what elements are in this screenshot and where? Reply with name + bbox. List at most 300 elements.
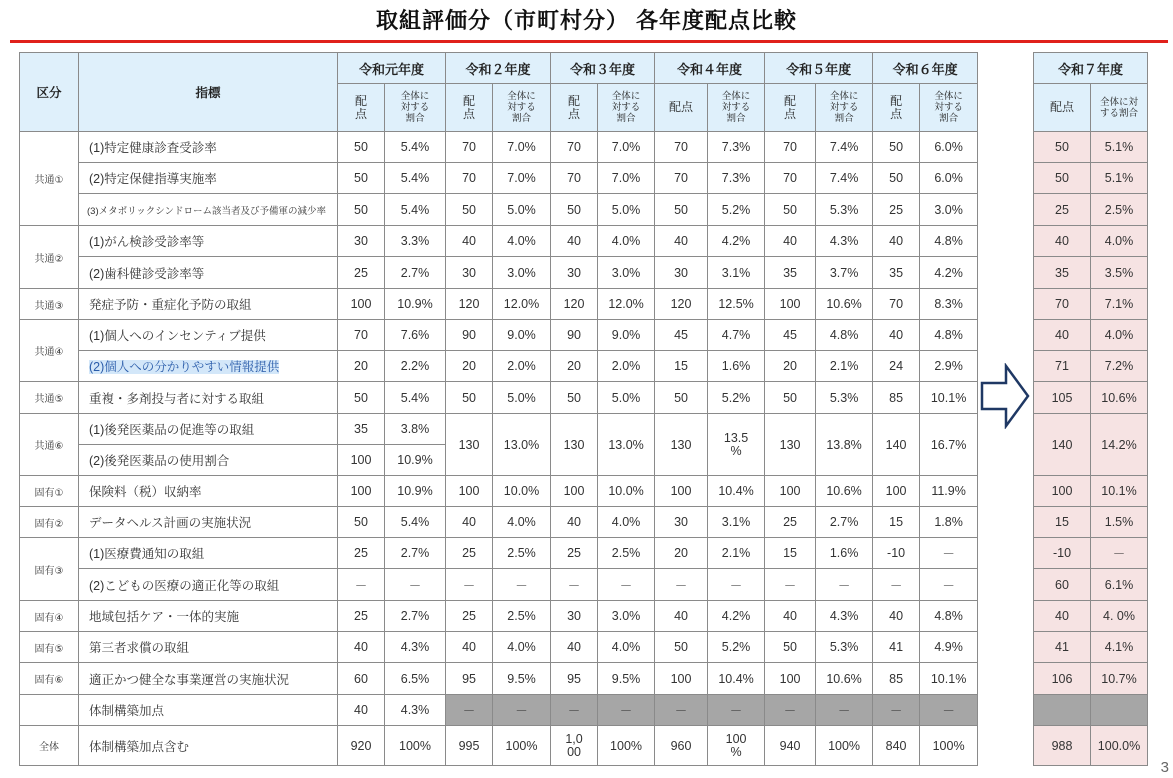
points-cell: 960 [655,726,708,766]
points-cell: 20 [446,351,493,382]
category-cell: 固有② [20,507,79,538]
r7-points-cell: 105 [1034,382,1091,414]
points-cell: 95 [551,663,598,695]
points-cell: 50 [338,194,385,226]
ratio-cell: 100% [816,726,873,766]
points-cell: 70 [655,163,708,194]
r7-ratio-cell: 4.1% [1091,632,1148,663]
points-cell: 50 [655,382,708,414]
category-cell: 共通② [20,226,79,289]
table-row [1034,163,1148,194]
ratio-cell: 4.7% [708,320,765,351]
ratio-cell: 2.7% [385,538,446,569]
points-cell: 50 [655,194,708,226]
r7-ratio-cell [1091,695,1148,726]
points-cell: 85 [873,663,920,695]
ratio-cell: 12.5% [708,289,765,320]
points-cell: 20 [338,351,385,382]
r7-points-cell: 25 [1034,194,1091,226]
ratio-cell: 5.4% [385,507,446,538]
table-row [20,632,978,663]
points-cell: 25 [446,538,493,569]
indicator-cell: データヘルス計画の実施状況 [79,507,338,538]
points-cell: 40 [338,695,385,726]
points-cell: 95 [446,663,493,695]
table-row [1034,476,1148,507]
table-row [20,538,978,569]
points-cell: 50 [765,194,816,226]
header-ratio: 全体に 対する 割合 [816,84,873,132]
ratio-cell: 4.3% [385,695,446,726]
category-cell: 固有⑥ [20,663,79,695]
ratio-cell: 10.1% [920,382,978,414]
ratio-cell: 100% [385,726,446,766]
points-cell: － [873,569,920,601]
points-cell: 20 [551,351,598,382]
ratio-cell: 100% [493,726,551,766]
r7-points-cell: 100 [1034,476,1091,507]
header-year: 令和２年度 [446,53,551,84]
points-cell: 35 [873,257,920,289]
r7-ratio-cell: 4. 0% [1091,601,1148,632]
ratio-cell: 2.7% [385,601,446,632]
table-row [20,289,978,320]
r7-ratio-cell: 3.5% [1091,257,1148,289]
ratio-cell: 5.2% [708,382,765,414]
points-cell: 100 [551,476,598,507]
r7-ratio-cell: 4.0% [1091,320,1148,351]
ratio-cell: 1.6% [816,538,873,569]
ratio-cell: 4.3% [385,632,446,663]
table-row [1034,414,1148,445]
ratio-cell: 5.2% [708,632,765,663]
indicator-cell [79,351,338,382]
header-r7-ratio: 全体に対 する割合 [1091,84,1148,132]
points-cell: 130 [655,414,708,476]
ratio-cell: 2.7% [816,507,873,538]
table-row [20,226,978,257]
indicator-cell: 発症予防・重症化予防の取組 [79,289,338,320]
header-ratio: 全体に 対する 割合 [385,84,446,132]
table-row [20,414,978,445]
header-points: 配 点 [873,84,920,132]
ratio-cell: － [493,569,551,601]
ratio-cell: 100 % [708,726,765,766]
r7-ratio-cell: 10.6% [1091,382,1148,414]
indicator-cell: (2)こどもの医療の適正化等の取組 [79,569,338,601]
points-cell: 50 [338,507,385,538]
right-arrow-icon [980,363,1030,429]
points-cell: 30 [338,226,385,257]
table-row [20,569,978,601]
table-row [20,476,978,507]
table-row [20,663,978,695]
table-row [20,132,978,163]
ratio-cell: 13.0% [493,414,551,476]
table-row [20,601,978,632]
table-row [1034,320,1148,351]
indicator-cell: (3)メタボリックシンドローム該当者及び予備軍の減少率 [79,194,338,226]
category-cell: 全体 [20,726,79,766]
ratio-cell: 4.2% [920,257,978,289]
r7-points-cell: 40 [1034,226,1091,257]
ratio-cell: 7.4% [816,163,873,194]
points-cell: 100 [765,663,816,695]
table-row [1034,351,1148,382]
indicator-cell: 地域包括ケア・一体的実施 [79,601,338,632]
ratio-cell: 5.4% [385,132,446,163]
header-r7-points: 配点 [1034,84,1091,132]
points-cell: － [765,569,816,601]
indicator-cell: 体制構築加点含む [79,726,338,766]
points-cell: 100 [765,476,816,507]
table-row [1034,132,1148,163]
ratio-cell: － [816,569,873,601]
ratio-cell: 4.8% [816,320,873,351]
points-cell: － [446,569,493,601]
ratio-cell: 4.9% [920,632,978,663]
points-cell: 100 [338,445,385,476]
points-cell: 50 [765,382,816,414]
ratio-cell: － [708,695,765,726]
ratio-cell: 8.3% [920,289,978,320]
points-cell: 40 [446,507,493,538]
ratio-cell: － [598,569,655,601]
ratio-cell: 10.4% [708,663,765,695]
points-cell: 20 [655,538,708,569]
points-cell: 120 [446,289,493,320]
indicator-cell: (2)歯科健診受診率等 [79,257,338,289]
r7-points-cell: 988 [1034,726,1091,766]
r7-ratio-cell: － [1091,538,1148,569]
header-points: 配点 [655,84,708,132]
points-cell: 35 [765,257,816,289]
points-cell: 100 [338,476,385,507]
points-cell: 41 [873,632,920,663]
table-row [1034,507,1148,538]
r7-points-cell: 60 [1034,569,1091,601]
ratio-cell: 12.0% [493,289,551,320]
header-ratio: 全体に 対する 割合 [493,84,551,132]
r7-points-cell: 70 [1034,289,1091,320]
ratio-cell: 3.0% [493,257,551,289]
points-cell: － [765,695,816,726]
ratio-cell: 2.0% [598,351,655,382]
table-row [20,507,978,538]
r7-ratio-cell: 1.5% [1091,507,1148,538]
points-cell: 70 [446,163,493,194]
r7-ratio-cell: 6.1% [1091,569,1148,601]
ratio-cell: 10.6% [816,289,873,320]
points-cell: 30 [655,257,708,289]
ratio-cell: 10.6% [816,663,873,695]
indicator-cell: (1)後発医薬品の促進等の取組 [79,414,338,445]
header-points: 配 点 [338,84,385,132]
points-cell: 15 [873,507,920,538]
ratio-cell: 5.3% [816,382,873,414]
points-cell: － [338,569,385,601]
ratio-cell: 10.9% [385,289,446,320]
indicator-cell: (2)後発医薬品の使用割合 [79,445,338,476]
indicator-cell: 重複・多剤投与者に対する取組 [79,382,338,414]
ratio-cell: 13.8% [816,414,873,476]
ratio-cell: 2.1% [708,538,765,569]
category-cell: 固有① [20,476,79,507]
header-ratio: 全体に 対する 割合 [598,84,655,132]
points-cell: 100 [446,476,493,507]
ratio-cell: 6.0% [920,132,978,163]
header-ratio: 全体に 対する 割合 [708,84,765,132]
header-year: 令和４年度 [655,53,765,84]
points-cell: 40 [765,601,816,632]
ratio-cell: 7.3% [708,132,765,163]
r7-ratio-cell: 7.1% [1091,289,1148,320]
ratio-cell: － [493,695,551,726]
points-cell: 40 [551,632,598,663]
ratio-cell: 3.1% [708,507,765,538]
points-cell: 50 [338,132,385,163]
points-cell: 40 [873,601,920,632]
points-cell: 30 [551,601,598,632]
points-cell: 50 [655,632,708,663]
ratio-cell: 2.2% [385,351,446,382]
ratio-cell: 6.0% [920,163,978,194]
ratio-cell: 7.6% [385,320,446,351]
table-row [1034,538,1148,569]
ratio-cell: 100% [598,726,655,766]
points-cell: 100 [655,476,708,507]
category-cell: 固有⑤ [20,632,79,663]
points-cell: 100 [338,289,385,320]
table-row [1034,663,1148,695]
points-cell: 40 [655,601,708,632]
ratio-cell: 4.8% [920,226,978,257]
points-cell: 40 [446,226,493,257]
r7-points-cell: 106 [1034,663,1091,695]
points-cell: － [446,695,493,726]
points-cell: 920 [338,726,385,766]
ratio-cell: 3.7% [816,257,873,289]
ratio-cell: － [920,538,978,569]
r7-ratio-cell: 14.2% [1091,414,1148,476]
ratio-cell: － [598,695,655,726]
points-cell: 25 [338,601,385,632]
r7-ratio-cell: 2.5% [1091,194,1148,226]
table-row [20,257,978,289]
r7-ratio-cell: 100.0% [1091,726,1148,766]
ratio-cell: 3.1% [708,257,765,289]
ratio-cell: 2.1% [816,351,873,382]
points-cell: － [873,695,920,726]
indicator-cell: 第三者求償の取組 [79,632,338,663]
points-cell: 70 [446,132,493,163]
ratio-cell: 10.0% [493,476,551,507]
indicator-cell: (1)特定健康診査受診率 [79,132,338,163]
category-cell: 共通① [20,132,79,226]
ratio-cell: 9.0% [493,320,551,351]
r7-points-cell: 140 [1034,414,1091,476]
ratio-cell: 4.0% [493,507,551,538]
ratio-cell: － [385,569,446,601]
ratio-cell: 5.3% [816,194,873,226]
r7-points-cell: 71 [1034,351,1091,382]
category-cell: 共通④ [20,320,79,382]
ratio-cell: 3.0% [920,194,978,226]
points-cell: 130 [765,414,816,476]
points-cell: 40 [765,226,816,257]
ratio-cell: 7.0% [598,132,655,163]
r7-points-cell: 50 [1034,132,1091,163]
points-cell: 25 [551,538,598,569]
points-cell: － [551,569,598,601]
points-cell: 15 [655,351,708,382]
table-row [1034,257,1148,289]
ratio-cell: 2.5% [598,538,655,569]
points-cell: 90 [446,320,493,351]
category-cell: 共通③ [20,289,79,320]
ratio-cell: 5.2% [708,194,765,226]
points-cell: 40 [551,507,598,538]
table-row [20,320,978,351]
points-cell: 25 [446,601,493,632]
points-cell: 940 [765,726,816,766]
header-ratio: 全体に 対する 割合 [920,84,978,132]
ratio-cell: 4.0% [598,226,655,257]
ratio-cell: 3.3% [385,226,446,257]
ratio-cell: 9.5% [598,663,655,695]
page-title: 取組評価分（市町村分） 各年度配点比較 [375,8,798,33]
points-cell: 1,0 00 [551,726,598,766]
points-cell: 90 [551,320,598,351]
ratio-cell: 4.3% [816,226,873,257]
points-cell: 70 [765,132,816,163]
r7-points-cell: 15 [1034,507,1091,538]
r7-ratio-cell: 10.1% [1091,476,1148,507]
ratio-cell: 100% [920,726,978,766]
header-year: 令和３年度 [551,53,655,84]
indicator-cell: 体制構築加点 [79,695,338,726]
ratio-cell: － [816,695,873,726]
points-cell: 85 [873,382,920,414]
points-cell: 50 [765,632,816,663]
points-cell: 70 [338,320,385,351]
points-cell: 70 [551,132,598,163]
ratio-cell: 12.0% [598,289,655,320]
category-cell: 固有④ [20,601,79,632]
title-underline [10,40,1168,43]
points-cell: － [551,695,598,726]
ratio-cell: 5.0% [493,194,551,226]
points-cell: 100 [873,476,920,507]
points-cell: 120 [655,289,708,320]
points-cell: 24 [873,351,920,382]
ratio-cell: 11.9% [920,476,978,507]
points-cell: 100 [655,663,708,695]
r7-points-cell: 40 [1034,320,1091,351]
points-cell: 100 [765,289,816,320]
points-cell: － [655,569,708,601]
ratio-cell: 10.1% [920,663,978,695]
points-cell: 35 [338,414,385,445]
points-cell: 50 [551,194,598,226]
r7-points-cell: 40 [1034,601,1091,632]
points-cell: 40 [873,226,920,257]
indicator-cell: (1)医療費通知の取組 [79,538,338,569]
points-cell: 40 [873,320,920,351]
points-cell: 30 [446,257,493,289]
ratio-cell: 4.0% [598,507,655,538]
ratio-cell: 5.4% [385,194,446,226]
indicator-cell: (1)個人へのインセンティブ提供 [79,320,338,351]
table-row [20,163,978,194]
table-row [1034,194,1148,226]
points-cell: 50 [338,163,385,194]
ratio-cell: 5.0% [598,382,655,414]
ratio-cell: － [920,569,978,601]
ratio-cell: 5.3% [816,632,873,663]
ratio-cell: 4.8% [920,320,978,351]
table-row [1034,289,1148,320]
header-points: 配 点 [551,84,598,132]
points-cell: 30 [655,507,708,538]
header-year: 令和６年度 [873,53,978,84]
points-cell: 70 [873,289,920,320]
ratio-cell: 3.0% [598,601,655,632]
table-row [20,726,978,766]
header-points: 配 点 [446,84,493,132]
points-cell: 15 [765,538,816,569]
indicator-cell: (1)がん検診受診率等 [79,226,338,257]
selected-text: (2)個人への分かりやすい情報提供 [89,360,280,374]
ratio-cell: 3.0% [598,257,655,289]
points-cell: 130 [551,414,598,476]
table-row [20,695,978,726]
points-cell: 140 [873,414,920,476]
ratio-cell: 13.5 % [708,414,765,476]
points-cell: 840 [873,726,920,766]
ratio-cell: 4.0% [598,632,655,663]
points-cell: 50 [873,132,920,163]
indicator-cell: 保険料（税）収納率 [79,476,338,507]
ratio-cell: 2.5% [493,538,551,569]
points-cell: 45 [765,320,816,351]
r7-points-cell: -10 [1034,538,1091,569]
points-cell: 45 [655,320,708,351]
points-cell: － [655,695,708,726]
table-row [1034,569,1148,601]
r7-points-cell: 41 [1034,632,1091,663]
ratio-cell: 10.4% [708,476,765,507]
page-number: 3 [1160,759,1169,776]
ratio-cell: 10.0% [598,476,655,507]
ratio-cell: 4.0% [493,632,551,663]
ratio-cell: 4.0% [493,226,551,257]
table-row [20,194,978,226]
ratio-cell: 4.2% [708,226,765,257]
points-cell: 40 [551,226,598,257]
points-cell: 25 [765,507,816,538]
table-row [1034,726,1148,766]
category-cell [20,695,79,726]
ratio-cell: 16.7% [920,414,978,476]
points-cell: 70 [765,163,816,194]
header-r7-year: 令和７年度 [1034,53,1148,84]
points-cell: 30 [551,257,598,289]
table-row [1034,632,1148,663]
points-cell: -10 [873,538,920,569]
category-cell: 共通⑥ [20,414,79,476]
indicator-cell: 適正かつ健全な事業運営の実施状況 [79,663,338,695]
